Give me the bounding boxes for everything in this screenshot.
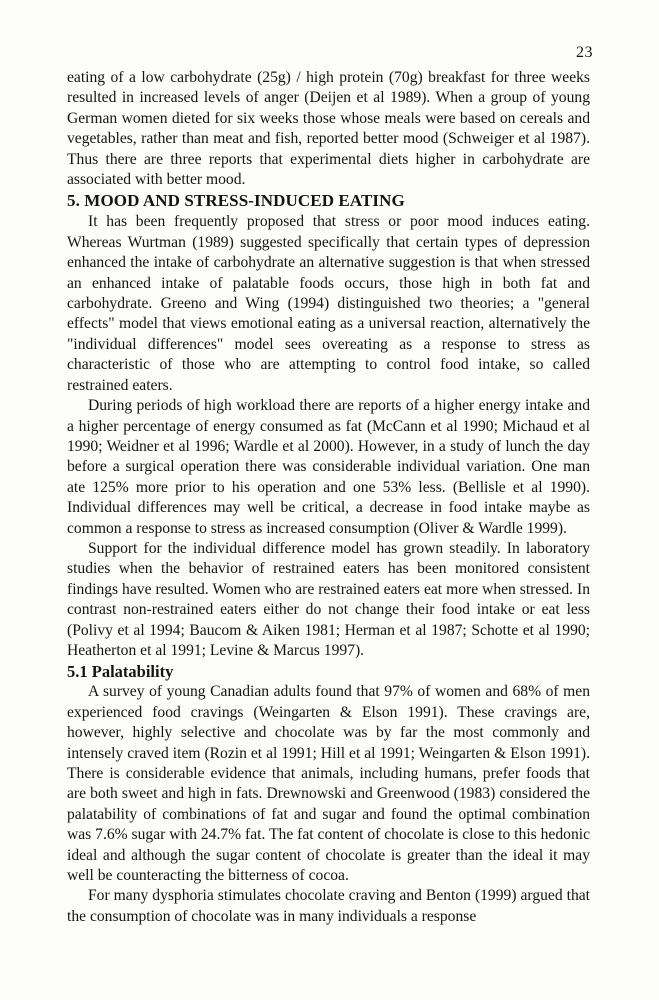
paragraph-food-cravings: A survey of young Canadian adults found that 97% of women and 68% of men experienced food cravings (Weingarten & Elson 1991). These cravings are, however, highly selective and chocolate was by far the most commonly and intensely craved item (Rozin et al 1991; Hill et al 1991; Weingarten & Elson 1991). There is considerable evidence that animals, including humans, prefer foods that are both sweet and high in fats. Drewnowski and Greenwood (1983) considered the palatability of combinations of fat and sugar and found the optimal combination was 7.6% sugar with 24.7% fat. The fat content of chocolate is close to this hedonic ideal and although the sugar content of chocolate is greater than the ideal it may well be counteracting the bitterness of cocoa. [67,683,590,885]
page-body [67,68,590,927]
page-number: 23 [576,44,593,61]
paragraph-dysphoria-chocolate: For many dysphoria stimulates chocolate craving and Benton (1999) argued that the consumption of chocolate was in many individuals a response [67,887,590,925]
subsection-heading-palatability: 5.1 Palatability [67,662,174,682]
paragraph-stress-eating-theories: It has been frequently proposed that stress or poor mood induces eating. Whereas Wurtman (1989) suggested specifically that certain types of depression enhanced the intake of carbohydrate an alternative suggestion is that when stressed an enhanced intake of palatable foods occurs, those high in both fat and carbohydrate. Greeno and Wing (1994) distinguished two theories; a "general effects" model that views emotional eating as a universal reaction, alternatively the "individual differences" model sees overeating as a response to stress as characteristic of those who are attempting to control food intake, so called restrained eaters. [67,213,590,394]
paragraph-carbohydrate-diets: eating of a low carbohydrate (25g) / high protein (70g) breakfast for three weeks resulted in increased levels of anger (Deijen et al 1989). When a group of young German women dieted for six weeks those whose meals were based on cereals and vegetables, rather than meat and fish, reported better mood (Schweiger et al 1987). Thus there are three reports that experimental diets higher in carbohydrate are associated with better mood. [67,69,590,189]
paragraph-individual-difference-model: Support for the individual difference model has grown steadily. In laboratory studies when the behavior of restrained eaters has been monitored consistent findings have resulted. Women who are restrained eaters eat more when stressed. In contrast non-restrained eaters either do not change their food intake or eat less (Polivy et al 1994; Baucom & Aiken 1981; Herman et al 1987; Schotte et al 1990; Heatherton et al 1991; Levine & Marcus 1997). [67,539,590,659]
section-heading-mood-stress: 5. MOOD AND STRESS-INDUCED EATING [67,191,405,211]
paragraph-workload-intake: During periods of high workload there are reports of a higher energy intake and a higher percentage of energy consumed as fat (McCann et al 1990; Michaud et al 1990; Weidner et al 1996; Wardle et al 2000). However, in a study of lunch the day before a surgical operation there was considerable individual variation. One man ate 125% more prior to his operation and one 53% less. (Bellisle et al 1990). Individual differences may well be critical, a decrease in food intake maybe as common a response to stress as increased consumption (Oliver & Wardle 1999). [67,397,590,537]
